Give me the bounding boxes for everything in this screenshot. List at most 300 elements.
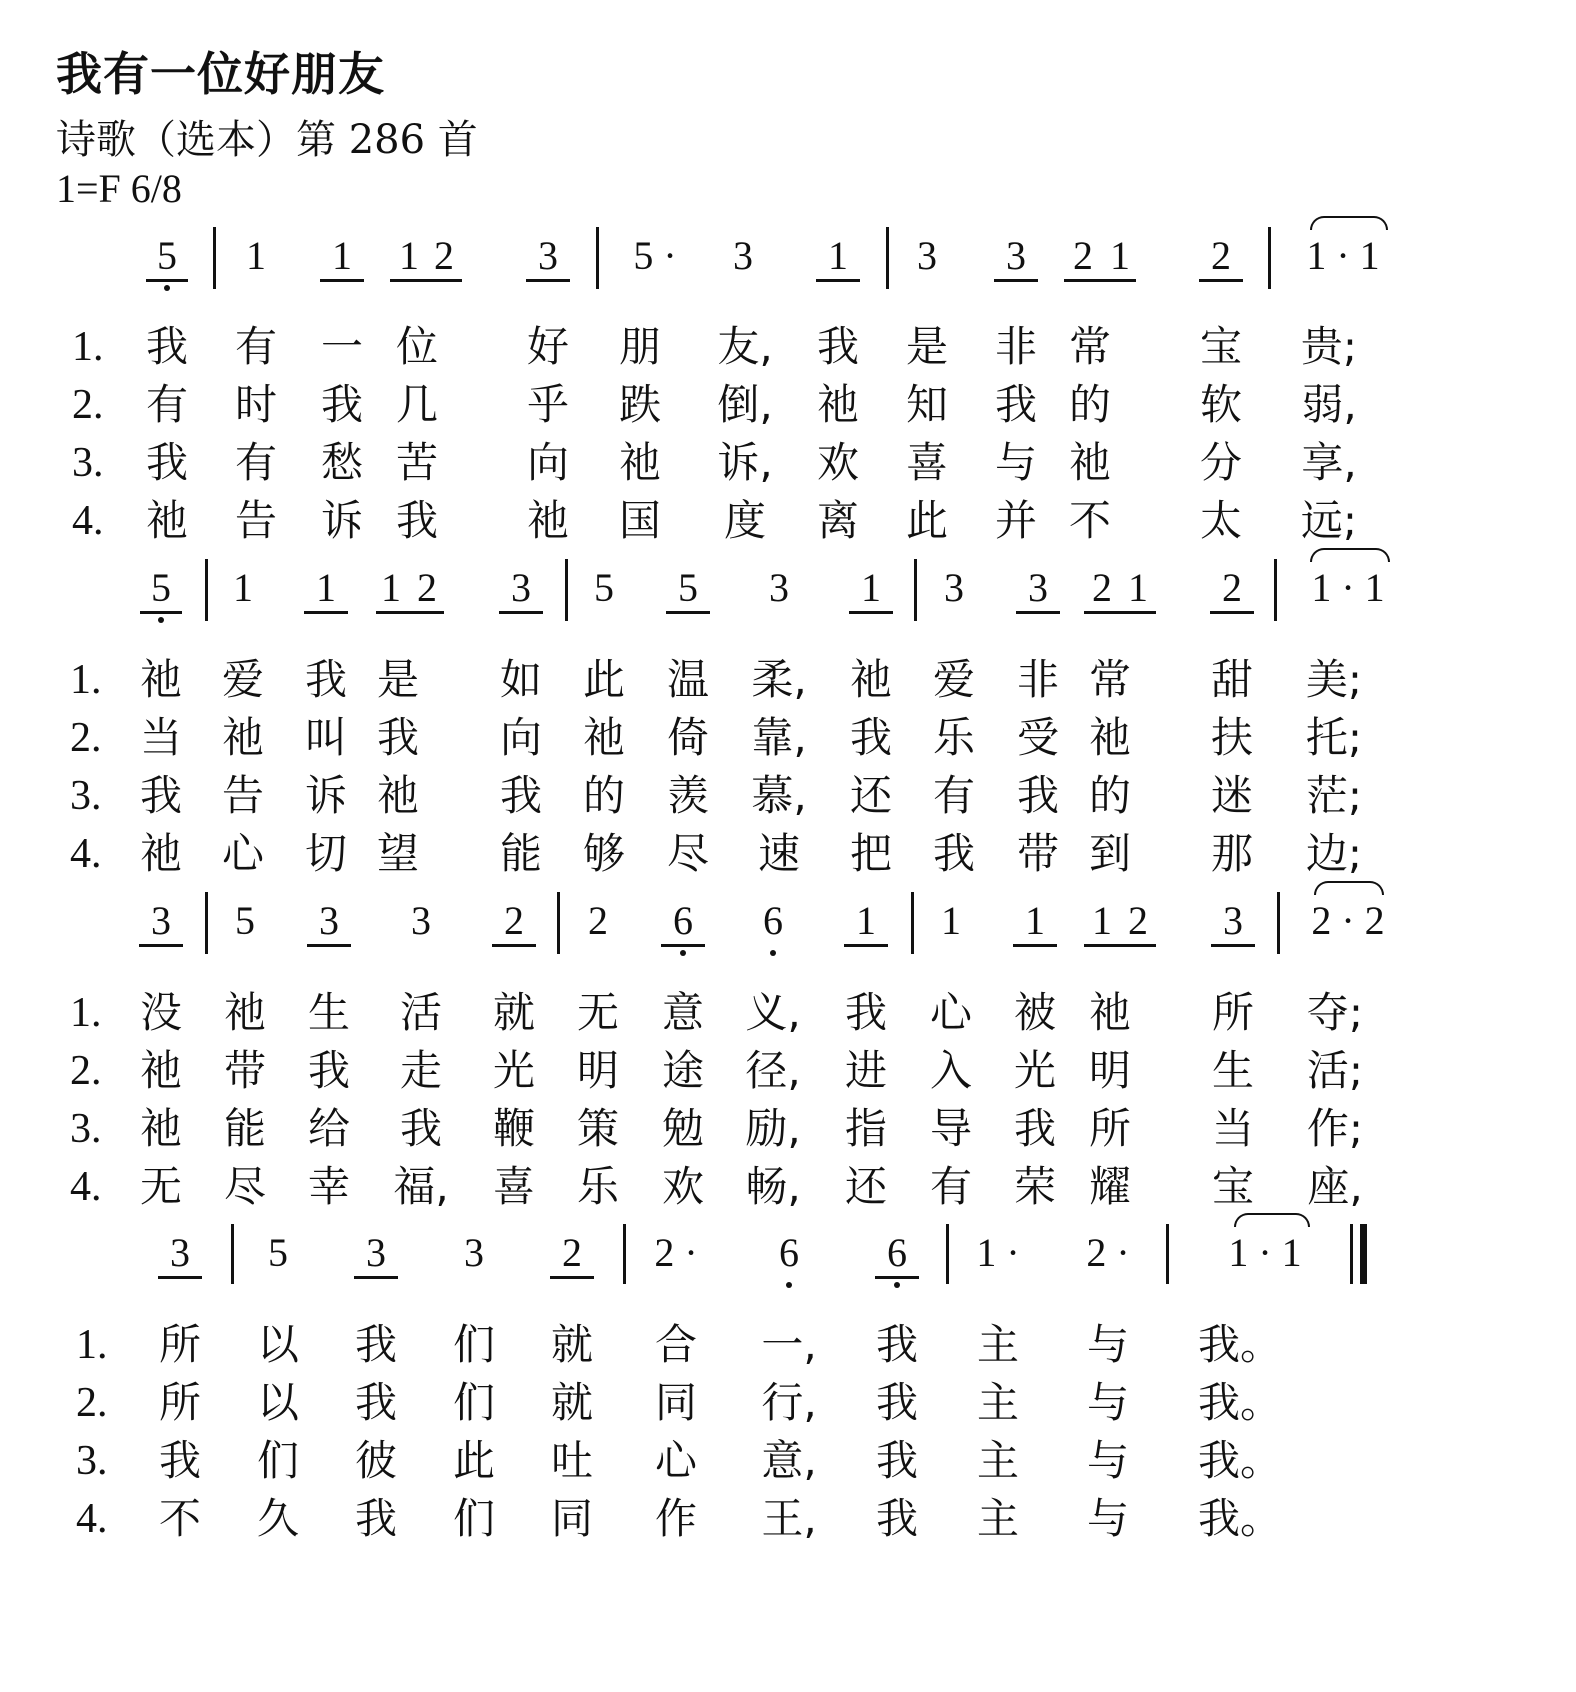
lyric-syllable: 祂 (816, 380, 860, 429)
lyric-syllable: 祂 (145, 496, 189, 545)
lyric-syllable: 我 (1013, 1104, 1057, 1153)
lyric-syllable: 温 (666, 655, 710, 704)
lyric-syllable: 如 (499, 655, 543, 704)
note: 1 (856, 898, 876, 943)
verse-number: 3. (70, 1106, 102, 1152)
lyric-syllable: 主 (976, 1378, 1020, 1427)
lyric-syllable: 彼 (354, 1436, 398, 1485)
lyric-syllable: 带 (1016, 829, 1060, 878)
verse-number: 4. (70, 831, 102, 877)
barline (886, 227, 889, 289)
lyric-syllable: 离 (816, 496, 860, 545)
eighth-note-underline (1210, 611, 1254, 614)
eighth-note-underline (139, 944, 183, 947)
note: 2 · (1086, 1230, 1130, 1275)
lyric-syllable: 慕, (751, 771, 807, 820)
note: 5 (151, 565, 171, 610)
lyric-syllable: 以 (256, 1320, 300, 1369)
note: 3 (170, 1230, 190, 1275)
lyric-syllable: 们 (452, 1494, 496, 1543)
note: 1 (399, 233, 419, 278)
note: 1 (1110, 233, 1130, 278)
lyric-syllable: 乎 (526, 380, 570, 429)
eighth-note-underline (390, 279, 462, 282)
lyric-syllable: 所 (158, 1320, 202, 1369)
lyric-syllable: 明 (576, 1046, 620, 1095)
verse-number: 3. (70, 773, 102, 819)
lyric-syllable: 非 (1016, 655, 1060, 704)
lyric-syllable: 我。 (1197, 1320, 1283, 1369)
verse-number: 4. (70, 1164, 102, 1210)
lyric-syllable: 太 (1199, 496, 1243, 545)
barline (946, 1224, 949, 1284)
lyric-syllable: 乐 (576, 1162, 620, 1211)
lyric-syllable: 此 (905, 496, 949, 545)
lyric-syllable: 愁 (320, 438, 364, 487)
lyric-syllable: 座, (1307, 1162, 1363, 1211)
lyric-syllable: 受 (1016, 713, 1060, 762)
eighth-note-underline (499, 611, 543, 614)
note: 3 (411, 898, 431, 943)
lyric-syllable: 行, (761, 1378, 817, 1427)
lyric-syllable: 倚 (666, 713, 710, 762)
lyric-syllable: 诉 (304, 771, 348, 820)
lyric-syllable: 柔, (751, 655, 807, 704)
barline (1274, 559, 1277, 621)
note: 2 (434, 233, 454, 278)
lyric-syllable: 当 (1211, 1104, 1255, 1153)
lyric-syllable: 的 (1088, 771, 1132, 820)
lyric-syllable: 祂 (139, 1104, 183, 1153)
barline (914, 559, 917, 621)
note: 1 (941, 898, 961, 943)
note: 3 (1006, 233, 1026, 278)
note: 1 (381, 565, 401, 610)
eighth-note-underline (1016, 611, 1060, 614)
lyric-syllable: 有 (234, 322, 278, 371)
lyric-syllable: 切 (304, 829, 348, 878)
lyric-syllable: 们 (452, 1378, 496, 1427)
note: 1 (332, 233, 352, 278)
lyric-syllable: 祂 (376, 771, 420, 820)
lyric-syllable: 我。 (1197, 1436, 1283, 1485)
lyric-syllable: 一, (761, 1320, 817, 1369)
lyric-syllable: 吐 (550, 1436, 594, 1485)
lyric-syllable: 一 (320, 322, 364, 371)
verse-number: 2. (70, 1048, 102, 1094)
eighth-note-underline (158, 1276, 202, 1279)
lyric-syllable: 导 (929, 1104, 973, 1153)
lyric-syllable: 进 (844, 1046, 888, 1095)
note: 1 (246, 233, 266, 278)
lyric-syllable: 久 (256, 1494, 300, 1543)
lyric-syllable: 的 (1068, 380, 1112, 429)
lyric-syllable: 心 (221, 829, 265, 878)
eighth-note-underline (526, 279, 570, 282)
lyric-syllable: 我 (1016, 771, 1060, 820)
tie-arc (1234, 1213, 1310, 1227)
lyric-syllable: 欢 (661, 1162, 705, 1211)
note: 2 (1211, 233, 1231, 278)
note: 3 (769, 565, 789, 610)
lyric-syllable: 不 (158, 1494, 202, 1543)
final-barline-thin (1350, 1224, 1353, 1284)
lyric-syllable: 跌 (618, 380, 662, 429)
verse-number: 3. (76, 1438, 108, 1484)
lyric-syllable: 们 (452, 1320, 496, 1369)
lyric-syllable: 是 (905, 322, 949, 371)
note: 2 (1092, 565, 1112, 610)
lyric-syllable: 美; (1305, 655, 1363, 704)
lyric-syllable: 我。 (1197, 1378, 1283, 1427)
verse-number: 1. (70, 990, 102, 1036)
lyric-syllable: 度 (723, 496, 767, 545)
lyric-syllable: 苦 (395, 438, 439, 487)
note: 2 (504, 898, 524, 943)
lyric-syllable: 有 (145, 380, 189, 429)
lyric-syllable: 迷 (1210, 771, 1254, 820)
lyric-syllable: 我 (145, 322, 189, 371)
lyric-syllable: 祂 (1088, 988, 1132, 1037)
lyric-syllable: 带 (223, 1046, 267, 1095)
lyric-syllable: 我 (499, 771, 543, 820)
lyric-syllable: 当 (139, 713, 183, 762)
lyric-syllable: 荣 (1013, 1162, 1057, 1211)
verse-number: 3. (72, 440, 104, 486)
lyric-syllable: 向 (499, 713, 543, 762)
lyric-syllable: 作; (1306, 1104, 1364, 1153)
lyric-syllable: 尽 (666, 829, 710, 878)
lyric-syllable: 祂 (849, 655, 893, 704)
note: 1 (1025, 898, 1045, 943)
lyric-syllable: 托; (1305, 713, 1363, 762)
verse-number: 1. (76, 1322, 108, 1368)
lyric-syllable: 心 (654, 1436, 698, 1485)
lyric-syllable: 有 (929, 1162, 973, 1211)
eighth-note-underline (1084, 611, 1156, 614)
lyric-syllable: 我 (145, 438, 189, 487)
lyric-syllable: 心 (929, 988, 973, 1037)
lyric-syllable: 勉 (661, 1104, 705, 1153)
lyric-syllable: 无 (139, 1162, 183, 1211)
eighth-note-underline (307, 944, 351, 947)
note: 2 (1222, 565, 1242, 610)
verse-number: 2. (76, 1380, 108, 1426)
note: 1 · 1 (1306, 233, 1380, 278)
eighth-note-underline (304, 611, 348, 614)
lyric-syllable: 常 (1088, 655, 1132, 704)
note: 6 (779, 1230, 799, 1275)
note: 3 (944, 565, 964, 610)
tie-arc (1314, 881, 1384, 895)
lyric-syllable: 我 (844, 988, 888, 1037)
lyric-syllable: 祂 (223, 988, 267, 1037)
lyric-syllable: 与 (994, 438, 1038, 487)
note: 1 · 1 (1228, 1230, 1302, 1275)
note: 1 (861, 565, 881, 610)
lyric-syllable: 生 (307, 988, 351, 1037)
lyric-syllable: 我 (849, 713, 893, 762)
lyric-syllable: 我 (354, 1378, 398, 1427)
lyric-syllable: 望 (376, 829, 420, 878)
verse-number: 1. (72, 324, 104, 370)
note: 3 (511, 565, 531, 610)
lyric-syllable: 生 (1211, 1046, 1255, 1095)
lyric-syllable: 主 (976, 1436, 1020, 1485)
eighth-note-underline (994, 279, 1038, 282)
lyric-syllable: 位 (395, 322, 439, 371)
lyric-syllable: 祂 (582, 713, 626, 762)
verse-number: 1. (70, 657, 102, 703)
lyric-syllable: 我 (354, 1494, 398, 1543)
lyric-syllable: 羡 (666, 771, 710, 820)
note: 5 (268, 1230, 288, 1275)
lyric-syllable: 途 (661, 1046, 705, 1095)
lyric-syllable: 意, (761, 1436, 817, 1485)
lyric-syllable: 合 (654, 1320, 698, 1369)
lyric-syllable: 与 (1086, 1320, 1130, 1369)
lyric-syllable: 我。 (1197, 1494, 1283, 1543)
lyric-syllable: 给 (307, 1104, 351, 1153)
verse-number: 4. (72, 498, 104, 544)
tie-arc (1310, 548, 1390, 562)
note: 6 (673, 898, 693, 943)
lyric-syllable: 知 (905, 380, 949, 429)
note: 1 (316, 565, 336, 610)
eighth-note-underline (376, 611, 444, 614)
lyric-syllable: 诉, (717, 438, 773, 487)
barline (596, 227, 599, 289)
lyric-syllable: 幸 (307, 1162, 351, 1211)
lyric-syllable: 意 (661, 988, 705, 1037)
lyric-syllable: 喜 (905, 438, 949, 487)
lyric-syllable: 走 (399, 1046, 443, 1095)
lyric-syllable: 告 (221, 771, 265, 820)
lyric-syllable: 宝 (1199, 322, 1243, 371)
lyric-syllable: 时 (234, 380, 278, 429)
lyric-syllable: 到 (1088, 829, 1132, 878)
note: 3 (733, 233, 753, 278)
lyric-syllable: 祂 (221, 713, 265, 762)
lyric-syllable: 宝 (1211, 1162, 1255, 1211)
note: 5 · (633, 233, 677, 278)
lyric-syllable: 与 (1086, 1378, 1130, 1427)
eighth-note-underline (1064, 279, 1136, 282)
lyric-syllable: 入 (929, 1046, 973, 1095)
tie-arc (1310, 216, 1388, 230)
verse-number: 2. (70, 715, 102, 761)
lyric-syllable: 我 (399, 1104, 443, 1153)
note: 2 (1128, 898, 1148, 943)
verse-number: 2. (72, 382, 104, 428)
lyric-syllable: 所 (158, 1378, 202, 1427)
lyric-syllable: 祂 (526, 496, 570, 545)
lyric-syllable: 我 (994, 380, 1038, 429)
note: 3 (538, 233, 558, 278)
lyric-syllable: 能 (223, 1104, 267, 1153)
lyric-syllable: 几 (395, 380, 439, 429)
lyric-syllable: 我 (320, 380, 364, 429)
note: 2 (417, 565, 437, 610)
lyric-syllable: 友, (717, 322, 773, 371)
lyric-syllable: 同 (550, 1494, 594, 1543)
final-barline-thick (1360, 1224, 1367, 1284)
eighth-note-underline (875, 1276, 919, 1279)
barline (565, 559, 568, 621)
lyric-syllable: 爱 (932, 655, 976, 704)
eighth-note-underline (320, 279, 364, 282)
note: 1 · (976, 1230, 1020, 1275)
note: 2 (1073, 233, 1093, 278)
eighth-note-underline (140, 611, 182, 614)
lyric-syllable: 爱 (221, 655, 265, 704)
lyric-syllable: 我 (875, 1378, 919, 1427)
note: 1 (1128, 565, 1148, 610)
lyric-syllable: 那 (1210, 829, 1254, 878)
note: 3 (151, 898, 171, 943)
note: 3 (1028, 565, 1048, 610)
lyric-syllable: 有 (234, 438, 278, 487)
lyric-syllable: 祂 (1068, 438, 1112, 487)
lyric-syllable: 我 (875, 1436, 919, 1485)
lyric-syllable: 软 (1199, 380, 1243, 429)
lyric-syllable: 我 (139, 771, 183, 820)
barline (213, 227, 216, 289)
lyric-syllable: 喜 (492, 1162, 536, 1211)
lyric-syllable: 是 (376, 655, 420, 704)
note: 2 · 2 (1311, 898, 1385, 943)
barline (1166, 1224, 1169, 1284)
note: 3 (319, 898, 339, 943)
eighth-note-underline (550, 1276, 594, 1279)
lyric-syllable: 我 (354, 1320, 398, 1369)
low-octave-dot (158, 617, 164, 623)
lyric-syllable: 就 (550, 1320, 594, 1369)
lyric-syllable: 并 (994, 496, 1038, 545)
note: 2 · (654, 1230, 698, 1275)
eighth-note-underline (1084, 944, 1156, 947)
lyric-syllable: 耀 (1088, 1162, 1132, 1211)
note: 6 (763, 898, 783, 943)
lyric-syllable: 我 (932, 829, 976, 878)
note: 6 (887, 1230, 907, 1275)
lyric-syllable: 不 (1068, 496, 1112, 545)
note: 2 (588, 898, 608, 943)
lyric-syllable: 就 (550, 1378, 594, 1427)
lyric-syllable: 能 (499, 829, 543, 878)
note: 3 (464, 1230, 484, 1275)
lyric-syllable: 把 (849, 829, 893, 878)
lyric-syllable: 尽 (223, 1162, 267, 1211)
lyric-syllable: 义, (745, 988, 801, 1037)
lyric-syllable: 国 (618, 496, 662, 545)
lyric-syllable: 径, (745, 1046, 801, 1095)
lyric-syllable: 我 (304, 655, 348, 704)
lyric-syllable: 我 (376, 713, 420, 762)
eighth-note-underline (354, 1276, 398, 1279)
lyric-syllable: 茫; (1305, 771, 1363, 820)
lyric-syllable: 贵; (1300, 322, 1358, 371)
lyric-syllable: 畅, (745, 1162, 801, 1211)
lyric-syllable: 光 (492, 1046, 536, 1095)
key-signature: 1=F 6/8 (56, 166, 182, 211)
eighth-note-underline (816, 279, 860, 282)
lyric-syllable: 非 (994, 322, 1038, 371)
barline (1268, 227, 1271, 289)
eighth-note-underline (1013, 944, 1057, 947)
lyric-syllable: 朋 (618, 322, 662, 371)
barline (623, 1224, 626, 1284)
eighth-note-underline (849, 611, 893, 614)
note: 1 (233, 565, 253, 610)
lyric-syllable: 常 (1068, 322, 1112, 371)
low-octave-dot (680, 950, 686, 956)
lyric-syllable: 无 (576, 988, 620, 1037)
barline (557, 892, 560, 954)
lyric-syllable: 祂 (139, 655, 183, 704)
lyric-syllable: 享, (1301, 438, 1357, 487)
lyric-syllable: 够 (582, 829, 626, 878)
low-octave-dot (164, 285, 170, 291)
lyric-syllable: 有 (932, 771, 976, 820)
lyric-syllable: 速 (757, 829, 801, 878)
lyric-syllable: 此 (452, 1436, 496, 1485)
lyric-syllable: 我 (158, 1436, 202, 1485)
lyric-syllable: 没 (139, 988, 183, 1037)
eighth-note-underline (492, 944, 536, 947)
lyric-syllable: 鞭 (492, 1104, 536, 1153)
note: 5 (594, 565, 614, 610)
lyric-syllable: 主 (976, 1494, 1020, 1543)
lyric-syllable: 祂 (618, 438, 662, 487)
lyric-syllable: 的 (582, 771, 626, 820)
lyric-syllable: 主 (976, 1320, 1020, 1369)
lyric-syllable: 告 (234, 496, 278, 545)
lyric-syllable: 同 (654, 1378, 698, 1427)
lyric-syllable: 策 (576, 1104, 620, 1153)
lyric-syllable: 活; (1306, 1046, 1364, 1095)
lyric-syllable: 与 (1086, 1436, 1130, 1485)
barline (205, 559, 208, 621)
note: 5 (235, 898, 255, 943)
lyric-syllable: 祂 (1088, 713, 1132, 762)
hymn-subtitle: 诗歌（选本）第 286 首 (56, 117, 478, 163)
lyric-syllable: 福, (393, 1162, 449, 1211)
lyric-syllable: 我 (875, 1494, 919, 1543)
lyric-syllable: 扶 (1210, 713, 1254, 762)
lyric-syllable: 此 (582, 655, 626, 704)
lyric-syllable: 光 (1013, 1046, 1057, 1095)
lyric-syllable: 励, (745, 1104, 801, 1153)
lyric-syllable: 们 (256, 1436, 300, 1485)
note: 5 (157, 233, 177, 278)
lyric-syllable: 我 (307, 1046, 351, 1095)
hymn-title: 我有一位好朋友 (56, 47, 385, 101)
lyric-syllable: 明 (1088, 1046, 1132, 1095)
lyric-syllable: 被 (1013, 988, 1057, 1037)
note: 2 (562, 1230, 582, 1275)
note: 1 (1092, 898, 1112, 943)
lyric-syllable: 王, (761, 1494, 817, 1543)
lyric-syllable: 我 (875, 1320, 919, 1369)
barline (1277, 892, 1280, 954)
low-octave-dot (786, 1282, 792, 1288)
lyric-syllable: 所 (1088, 1104, 1132, 1153)
note: 1 (828, 233, 848, 278)
eighth-note-underline (661, 944, 705, 947)
lyric-syllable: 靠, (751, 713, 807, 762)
lyric-syllable: 夺; (1306, 988, 1364, 1037)
